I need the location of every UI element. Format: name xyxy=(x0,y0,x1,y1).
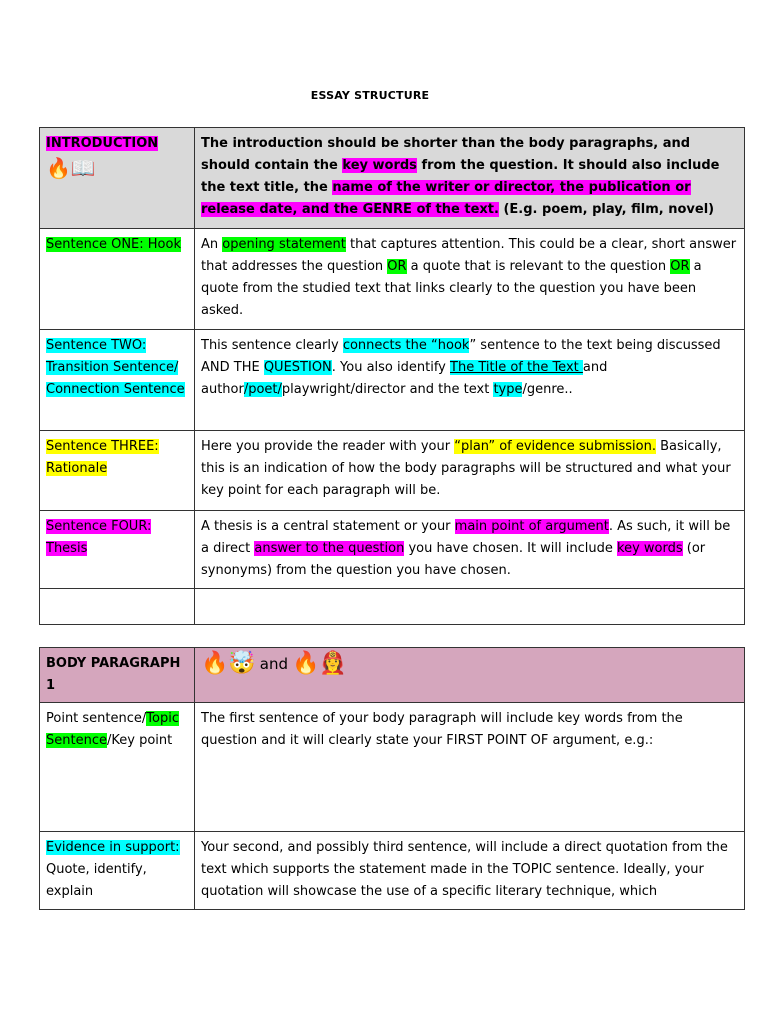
fire-book-icon: 🔥📖 xyxy=(46,156,96,180)
row-text: This sentence clearly xyxy=(201,338,343,353)
row-highlight: QUESTION xyxy=(263,360,332,375)
row-label-cell xyxy=(40,703,195,832)
row-highlight: answer to the question xyxy=(254,541,405,556)
table-row-evidence xyxy=(40,832,745,910)
row-text: playwright/director and the text xyxy=(281,382,494,397)
row-description xyxy=(195,431,745,511)
fire-firefighter-icon: 🔥👩‍🚒 xyxy=(292,651,347,676)
body-paragraph-emoji-cell xyxy=(195,648,745,703)
intro-desc-text: (E.g. poem, play, film, novel) xyxy=(498,202,715,217)
row-text: An xyxy=(201,237,223,252)
row-text: ” sentence to the text being discussed AND THE xyxy=(201,338,721,375)
row-text: you have chosen. It will include xyxy=(404,541,618,556)
row-text: A thesis is a central statement or your xyxy=(201,519,455,534)
intro-desc-highlight: name of the writer or director, the publication or release date, and the GENRE of the text. xyxy=(201,180,691,217)
intro-desc-text: The introduction should be shorter than the body paragraphs, and should contain the xyxy=(201,136,691,173)
row-text: Basically, this is an indication of how the body paragraphs will be structured and what your key point for each paragraph will be. xyxy=(201,439,731,498)
row-text: and author xyxy=(201,360,608,397)
row-label: Quote, identify, explain xyxy=(46,862,147,899)
introduction-label-cell xyxy=(40,128,195,229)
table-row-sentence-one xyxy=(40,229,745,330)
row-description xyxy=(195,229,745,330)
introduction-table xyxy=(39,127,745,625)
row-label-highlight: Topic Sentence xyxy=(46,711,179,748)
row-label: Sentence THREE: Rationale xyxy=(46,439,159,476)
page-title: ESSAY STRUCTURE xyxy=(310,89,430,102)
row-label-cell xyxy=(40,229,195,330)
row-text: . As such, it will be a direct xyxy=(201,519,731,556)
table-row-empty xyxy=(40,589,745,625)
row-text: a quote that is relevant to the question xyxy=(406,259,671,274)
row-text: a quote from the studied text that links clearly to the question you have been asked. xyxy=(201,259,702,318)
intro-desc-highlight: key words xyxy=(342,158,417,173)
row-highlight: OR xyxy=(387,259,407,274)
row-label: Sentence FOUR: Thesis xyxy=(46,519,152,556)
row-highlight: connects the “hook xyxy=(342,338,470,353)
table-row-point-sentence xyxy=(40,703,745,832)
introduction-label: INTRODUCTION xyxy=(46,136,159,151)
fire-exploding-head-icon: 🔥🤯 xyxy=(201,651,256,676)
row-text: (or synonyms) from the question you have chosen. xyxy=(201,541,706,578)
row-text: /genre.. xyxy=(522,382,573,397)
body-paragraph-header-row xyxy=(40,648,745,703)
row-highlight: opening statement xyxy=(222,237,346,252)
body-paragraph-table xyxy=(39,647,745,910)
row-highlight: OR xyxy=(670,259,690,274)
row-label: Sentence TWO: Transition Sentence/ Connection Sentence xyxy=(46,338,185,397)
row-label-cell xyxy=(40,431,195,511)
row-label-highlight: Evidence in support: xyxy=(46,840,180,855)
row-label: Sentence ONE: Hook xyxy=(46,237,181,252)
introduction-description xyxy=(195,128,745,229)
row-highlight: type xyxy=(493,382,523,397)
row-highlight: key words xyxy=(617,541,683,556)
introduction-header-row xyxy=(40,128,745,229)
row-highlight: The Title of the Text xyxy=(450,360,583,375)
row-label: /Key point xyxy=(106,733,173,748)
row-label-cell xyxy=(40,511,195,589)
table-row-sentence-four xyxy=(40,511,745,589)
table-row-sentence-two xyxy=(40,330,745,431)
row-description: Your second, and possibly third sentence, will include a direct quotation from the text which supports the statement made in the TOPIC sentence. Ideally, your quotation will showcase the use of a specific literary technique, which xyxy=(195,832,745,910)
row-text: that captures attention. This could be a clear, short answer that addresses the question xyxy=(201,237,737,274)
table-row-sentence-three xyxy=(40,431,745,511)
row-label-cell xyxy=(40,330,195,431)
row-description xyxy=(195,330,745,431)
empty-cell xyxy=(195,589,745,625)
empty-cell xyxy=(40,589,195,625)
row-description xyxy=(195,511,745,589)
row-description: The first sentence of your body paragraph will include key words from the question and it will clearly state your FIRST POINT OF argument, e.g.: xyxy=(195,703,745,832)
and-text: and xyxy=(259,655,289,673)
row-text: . You also identify xyxy=(331,360,451,375)
row-label-cell xyxy=(40,832,195,910)
row-highlight: /poet/ xyxy=(243,382,282,397)
row-label: Point sentence/ xyxy=(46,711,147,726)
body-paragraph-label: BODY PARAGRAPH 1 xyxy=(40,648,195,703)
row-highlight: main point of argument xyxy=(454,519,609,534)
row-highlight: “plan” of evidence submission. xyxy=(454,439,656,454)
row-text: Here you provide the reader with your xyxy=(201,439,455,454)
intro-desc-text: from the question. It should also include the text title, the xyxy=(201,158,720,195)
